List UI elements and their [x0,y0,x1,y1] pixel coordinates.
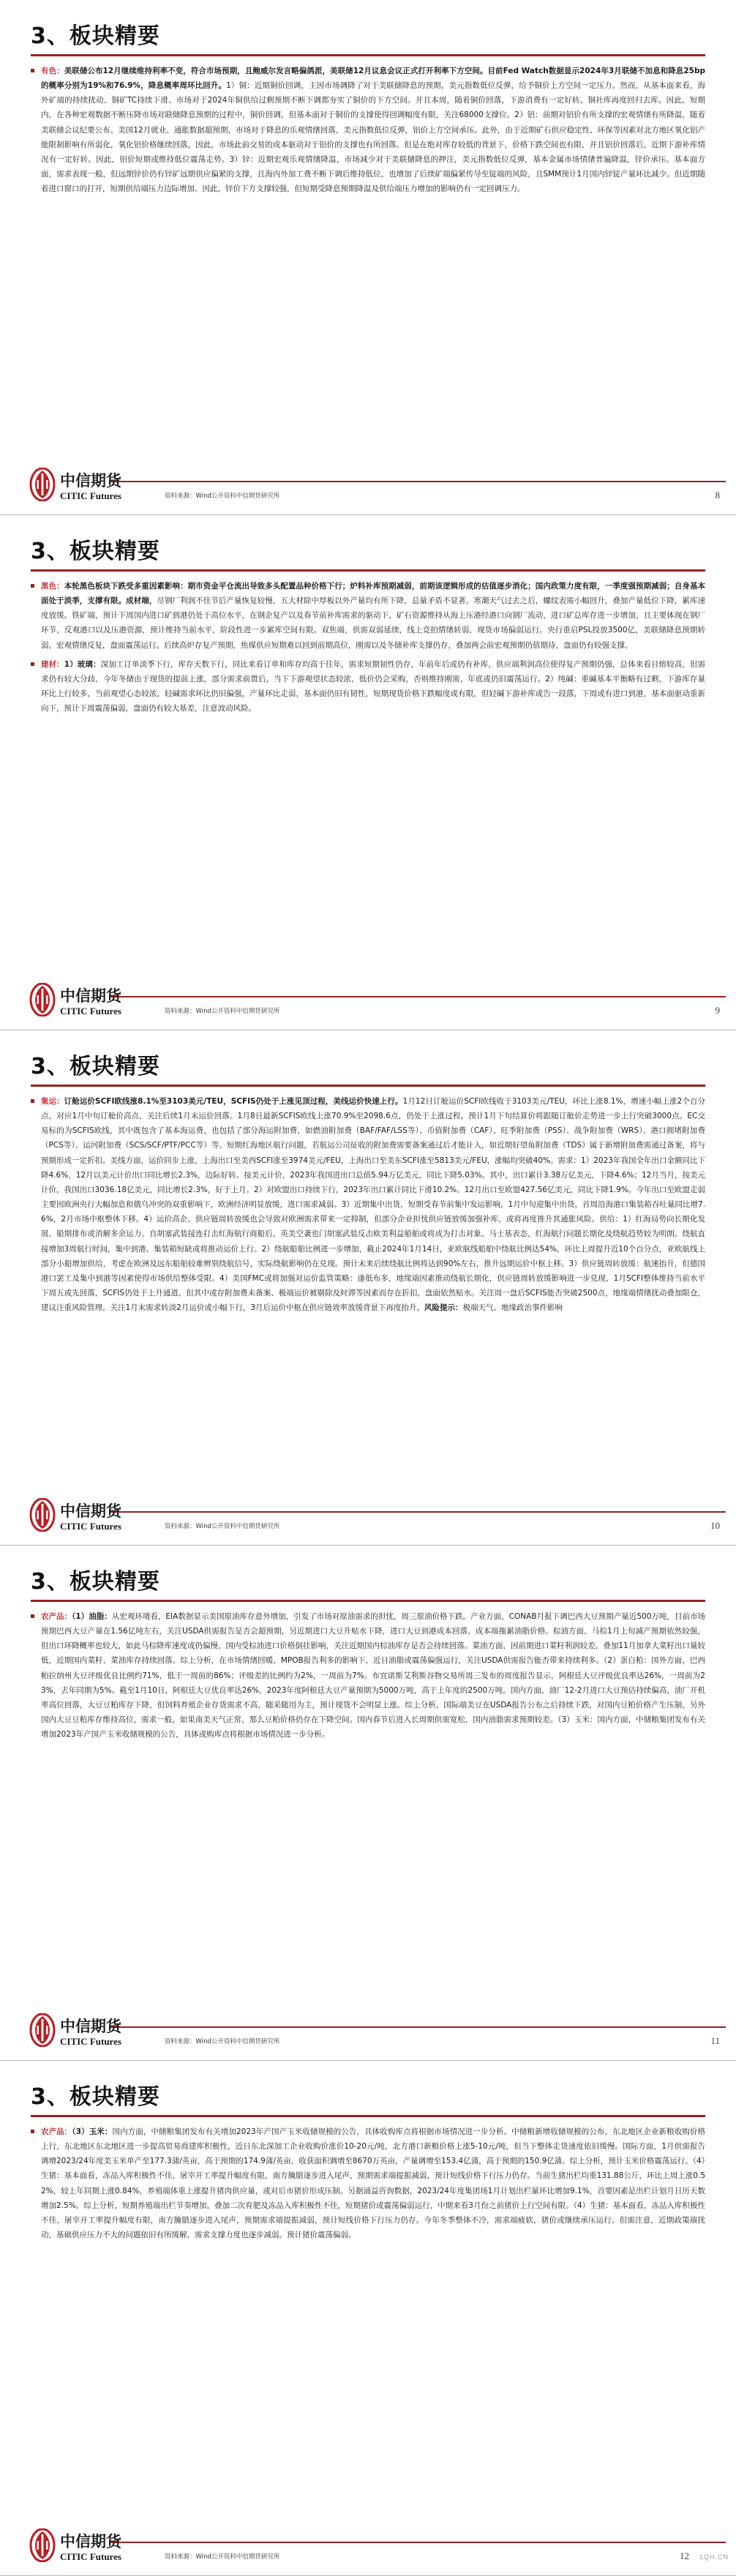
title-divider [31,569,705,572]
brand-name-cn: 中信期货 [60,2018,121,2035]
footer-divider [110,996,726,997]
page-number: 8 [715,490,720,501]
sector-content-shipping [31,1094,705,1315]
citic-logo-icon [29,468,56,501]
source-note: 资料来源：Wind公开资料中信期货研究所 [165,493,280,500]
slide-page-8 [0,0,736,514]
sector-content-nonferrous [31,64,705,196]
page-number: 11 [710,2035,720,2046]
sector-category-label: 有色： [41,67,64,75]
brand-name-en: CITIC Futures [60,2551,121,2562]
citic-logo-icon [29,1498,56,1532]
title-divider [31,1600,705,1602]
bullet-marker [31,1099,34,1103]
source-note: 资料来源：Wind公开资料中信期货研究所 [165,2553,280,2561]
sector-lead-text-shipping: 订舱运价SCFI欧线涨8.1%至3103美元/TEU，SCFIS仍处于上涨见顶过程，美线运价快速上行。 [64,1097,403,1106]
sector-category-label-agri2: 农产品： [41,2127,72,2136]
sector-body-text-agri2: 国内方面，中储粮集团发布有关增加2023年产国产玉米收储规模的公告，具体收购库点将根据市场情况进一步分析。中储粮新增收储规模的公布，东北地区企业新粮收购价格上行，东北地区东北地区进一步提高贸易商建库积极性，近日东北深加工企业收购价涨价10-20元/吨，北方港口新粮价格上涨5-10元/吨，但当下整体走货速度依旧缓慢。国际方面，1月供需报告调增2023/24年度美玉米单产至177.3蒲/英亩，高于预期的174.9蒲/英亩，收获面积调增至8670万英亩，产量调增至153.4亿蒲，高于预期的150.9亿蒲。综上分析，预计玉米价格震荡运行。（4）生猪：基本面看，冻品入库积极性不佳，屠宰开工率提升幅度有限，南方腌腊逐步进入尾声，预期需求端提振减弱，预计短线价格下行压力仍存。当前生猪出栏均重131.88公斤，环比上周上涨0.52%，较上年同期上涨0.84%，养殖端体重上涨提升猪肉供应量，或对后市猪价形成压制。另据涌益咨询数据，2023/24年度集团场1月计划出栏量环比增加9.1%，首要因素是出栏计划月日历天数增加2.5%。综上分析，短期养殖端出栏节奏增加，叠加二次育肥及冻品入库积极性不佳，短期猪价或震荡偏弱运行，中期来看3月份之前猪价上行空间有限。（4）生猪：基本面看，冻品入库积极性不佳，屠宰开工率提升幅度有限，南方腌腊逐步进入尾声，预期需求端提振减弱，预计短线价格下行压力仍存。今年冬季整体不冷，需求端疲软，猪价或继续承压运行。但需注意，近期政策端扰动，基础供应压力不大的问题依旧有所缓解，需求支撑力度也逐步减弱。预计猪价震荡偏弱。 [41,2127,706,2240]
bullet-marker [31,2130,34,2133]
footer-divider [110,2542,726,2543]
footer-divider [110,2026,726,2028]
slide-footer [0,2520,736,2562]
sector-lead-text-building: 1）玻璃： [64,659,101,669]
sector-body-text-building: 深加工订单淡季下行，库存天数下行，同比来看订单和库存均高于往年，需求短期韧性仍存，年前年后或仍有补库，供应端利润高位使得复产预期仍强，总体来看日熔较高，但需求仍有较大分歧，今年冬储由于现货的提前上涨，部分需求前置后，当下下游观望状态较浓，低价仍会采购，否则维持刚需，年底或仍旧震荡运行。2）纯碱：重碱基本平衡略有过剩，下游库存量环比上行较多，当前观望心态较浓，轻碱需求环比仍旧偏强，产量环比走弱，基本面仍旧有韧性，短期现货价格下跌幅度或有限，但轻碱下游补库或告一段落，下周或有进口到港，基本面驱动重新向下，预计下周震荡偏弱，盘面仍有较大基差，注意波动风险。 [41,659,706,714]
sector-lead-text: 美联储公布12月继续维持利率不变，符合市场预期，且鲍威尔发言略偏鸽派，美联储12月议息会议正式打开利率下方空间。目前Fed Watch数据显示2024年3月联储不加息和降息25bp的概率分别为19%和76.9%，降息概率周环比回升。 [41,67,705,91]
sector-category-label-shipping: 集运： [41,1097,64,1106]
slide-footer [0,459,736,501]
brand-name-en: CITIC Futures [60,2036,121,2047]
brand-logo [29,983,121,1016]
sector-body-text-shipping: 1月12日订舱运价SCFI欧线收于3103美元/TEU，环比上涨8.1%，增速小幅上涨2个百分点，对应1月中旬订舱价高点，关注后续1月末运价回落。1月8日最新SCFIS欧线上涨70.9%至2098.6点，仍处于上涨过程，预计1月下旬结算价将跟随订舱价走势进一步上行突破3000点。EC交易标的为SCFIS欧线，其中既包含了基本海运费，也包括了部分海运附加费，如燃油附加费（BAF/FAF/LSS等）、币值附加费（CAF）、旺季附加费（PSS）、战争附加费（WRS）、港口拥堵附加费（PCS等）、运河附加费（SCS/SCF/PTF/PCC等）等。短期红海地区航行问题，若航运公司征收的附加费需要备案通过后才能计入，如近期好望角附加费（TDS）属于新增附加费需通过备案，将与预期形成一定折扣。美线方面，运价同步上涨，上海出口至美西SCFI涨至3974美元/FEU，上海出口至美东SCFI涨至5813美元/FEU，涨幅均突破40%。需求：1）2023年我国全年出口金额同比下降4.6%，12月以美元计价出口同比增长2.3%，边际好转。按美元计价，2023年我国进出口总值5.94万亿美元，同比下降5.03%。其中，出口累计3.38万亿美元，下降4.6%；12月当月，按美元计价，我国出口3036.18亿美元，同比增长2.3%，好于上月。2）对欧盟出口持续下行，2023年出口累计同比下滑10.2%。12月出口至欧盟427.56亿美元，同比下降1.9%。今年出口至欧盟走弱主要因欧洲央行大幅加息和俄乌冲突的双重影响下，欧洲经济明显放缓，进口需求减弱。3）近期集中出货，短期受春节前集中发运影响，1月中旬迎集中出货，首周沿海港口集装箱吞吐量同比增7.6%，2月市场中枢整体下移。4）运价高企、供应链周转放缓也会导致对欧洲需求带来一定抑制，但部分企业担忧供应链放缓加强补库，或将再度推升其通胀风险。供给：1）红海局势向长期化发展，船期排布或消解多余运力。自胡塞武装接连打击红海航行商船后，英美空袭也门胡塞武装反击欧美利益船舶或将成为打击对象、马士基表态，红海航行问题长期化及绕航趋势较为明朗。绕航直接增加3周航行时间，集中到港、集装箱短缺或将推动运价上行。2）绕航船舶比例进一步增加，截止2024年1月14日，亚欧航线船舶中绕航比例达54%，环比上周提升近10个百分点，亚欧航线上部分小船增加供给，考虑在欧洲及远东船舶较难辨别绕航信号，实际绕航影响仍在兑现。预计未来后续绕航比例将达到90%左右，推升远期运价中枢上移。3）供应链周转放缓：航速抬升，但德国港口罢工及集中到港等因素使得市场供给整体受限。4）美国FMC或将加强对运价监管策略：逢低布多，地缘端因素推动绕航长期化，供应链周转放缓影响进一步兑现，1月SCFI整体维持当前水平下周五或先回落，SCFIS仍处于上升通道，但其中或存附加费未备案、极端运价被剔除及时滞等因素而存在折扣，盘面依然贴水。关注周一盘后SCFIS能否突破2500点，地缘端情绪扰动叠加限仓，建议注重风险管理。关注1月末需求转淡2月运价或小幅下行，3月后运价中枢在供应链效率放缓背景下再度抬升。 [41,1097,706,1313]
sector-body-text: 1）铜：近期铜价回调，主因市场调降了对于美联储降息的预期，美元指数低位反弹，给予铜价上方空间一定压力。然而，从基本面来看，海外矿端的持续扰动、铜矿TC持续下滑、市场对于2024年铜供给过剩预期不断下调都夯实了铜价的下方空间。并且本周，随着铜价回落，下游消费有一定好转，铜社库再度回归去库。因此，短期内，在各种宏观数据不断压降市场对联储降息预期的过程中，铜价回调，但基本面对于铜价的支撑使得回调幅度有限，关注68000支撑位。2）铝：前期对铝价有所支撑的宏观情绪有所降温，随着美联储会议纪要公布、美国12月就业、通胀数据超预期，市场对于降息的乐观情绪回落，美元指数低位反弹，铝价上方空间承压。此外，由于近期矿石供应稳定性、环保等因素对北方地区氧化铝产能限制影响有所弱化，氧化铝价格继续回落，因此，市场此前交易的成本驱动对于铝价的支撑也有所回落。但是在绝对库存较低的背景下，价格下跌空间也有限，并且铝价回落后，近期下游补库情况有一定好转。因此，铝价短期或维持低位震荡走势。3）锌：近期宏观乐观情绪降温，市场减少对于美联储降息的押注，美元指数低位反弹，基本金属市场情绪普遍降温，锌价承压。基本面方面，需求表现一般，但远期锌价仍有锌矿远期供应偏紧的支撑，且海内外加工费不断下调后维持低位，也增加了后续矿端偏紧传导至锭端的风险，且SMM预计1月国内锌锭产量环比减少。但近期随着进口窗口的打开，短期供给端压力边际增加。因此，锌价下方支撑较强，但短期受降息预期降温及供给端压力增加的影响仍有一定回调压力。 [41,81,705,194]
title-divider [31,54,705,56]
page-title: 3、板块精要 [31,23,160,49]
brand-name-en: CITIC Futures [60,1521,121,1532]
slide-page-9 [0,515,736,1030]
page-number: 10 [710,1520,720,1531]
brand-name-cn: 中信期货 [60,2533,121,2550]
footer-divider [110,481,726,482]
citic-logo-icon [29,983,56,1016]
bullet-marker [31,69,34,72]
brand-logo [29,2528,121,2562]
page-title: 3、板块精要 [31,1569,160,1595]
sector-category-label-building: 建材： [41,659,64,669]
slide-page-10 [0,1030,736,1545]
sector-content-agriculture-corn [31,2124,705,2242]
bullet-marker [31,584,34,588]
source-note: 资料来源：Wind公开资料中信期货研究所 [165,1008,280,1015]
citic-logo-icon [29,2528,56,2562]
page-title: 3、板块精要 [31,539,160,564]
brand-name-en: CITIC Futures [60,490,121,501]
brand-logo [29,1498,121,1532]
brand-logo [29,2013,121,2047]
sector-body-text-agri: 从宏观环境看，EIA数据显示美国原油库存意外增加，引发了市场对原油需求的担忧，周三原油价格下跌。产业方面，CONAB月报下调巴西大豆预期产量近500万吨，目前市场预期巴西大豆产量在1.56亿吨左右，关注USDA供需报告是否会超预期，另近期进口大豆升贴水下降，进口大豆到港成本回落，成本端拖累油脂价格。棕油方面，马棕1月上旬减产预期依然较强，但出口环降概率也较大，如此马棕降库速度或仍偏慢，国内受棕油进口价格倒挂影响，关注近期国内棕油库存是否会持续回落。菜油方面，因前期进口菜籽利润较差，叠加11月加拿大菜籽出口量较低，近期国内菜籽、菜油库存持续回落。综上分析，在市场情绪回暖、MPOB报告利多的影响下，近日油脂或震荡偏强运行，关注USDA供需报告能否带来持续利多。（2）蛋白粕：国外方面，巴西帕拉纳州大豆评级优良比例约71%，低于一周前的86%；评级差的比例约为2%，一周前为7%。布宜诺斯艾利斯谷物交易所周三发布的周度报告显示，阿根廷大豆评级优良率达26%，一周前为23%，去年同期为5%。截至1月10日，阿根廷大豆优良率达26%，2023年度阿根廷大豆产量预期为5000万吨，高于上年度的2500万吨。国内方面，油厂12-2月进口大豆预估持续偏高，油厂开机率高位回落，大豆豆粕库存下降，但饲料养殖企业存货需求不高，随采随用为主，预计现货不会明显上涨。综上分析，国际端美豆在USDA报告公布之后持续下跌，对国内豆粕价格产生压制，另外国内大豆豆粕库存维持高位，需求一般，如果南美天气正常，那么豆粕价格仍存在下降空间。国内春节后进入长周期供需宽松，国内油脂需求预期较差。（3）玉米：国内方面，中储粮集团发布有关增加2023年产国产玉米收储规模的公告，具体或购库点将根据市场情况进一步分析。 [41,1612,706,1740]
sector-category-label-agri: 农产品： [41,1612,72,1621]
page-title: 3、板块精要 [31,1054,160,1079]
slide-page-11 [0,1546,736,2060]
title-divider [31,1085,705,1087]
bullet-marker [31,662,34,666]
source-note: 资料来源：Wind公开资料中信期货研究所 [165,2038,280,2045]
sector-body-text-black: 尽钢厂利润不佳节后产量恢复较慢，五大材除中厚板以外产量均有所下降，总量矛盾不显著。寒潮天气过去之后，螺纹表需小幅回升，叠加产量低位下降，累库速度放缓。铁矿端，预计下周国内进口矿到港仍处于高位水平，在钢企复产以及春节前补库需求的驱动下，矿石资源维持从海上压港经港口向钢厂流动，进口矿总库存进一步增加，且主要体现在钢厂环节，反观港口以及压港资源，预计维持当前水平，阶段性进一步累库空间有限。双焦端，供需双弱延续，线上竞拍情绪转弱，现货市场偏弱运行。央行重启PSL投放3500亿，美联储降息预期转弱，宏观情绪反复，盘面震荡运行。后续高炉存复产预期，焦煤供应短期难以回到前期高位，刚需以及冬储补库支撑仍存，叠加两会前宏观预期仍值期待，盘面仍有较强支撑。 [41,596,706,650]
risk-warning-text: 极端天气、地缘政治事件影响 [462,1303,563,1313]
page-number: 9 [715,1005,720,1016]
slide-page-12 [0,2061,736,2575]
page-number: 12 [680,2550,689,2561]
brand-name-en: CITIC Futures [60,1006,121,1016]
sector-category-label-black: 黑色： [41,582,64,591]
source-note: 资料来源：Wind公开资料中信期货研究所 [165,1523,280,1530]
page-title: 3、板块精要 [31,2084,160,2110]
brand-name-cn: 中信期货 [60,987,121,1005]
sector-lead-text-black: 本轮黑色板块下跌受多重因素影响：期市资金平仓流出导致多头配置品种价格下行；炉料补库预期减弱，前期该逻辑形成的估值逐步消化；国内政策力度有限，一季度强预期减弱；自身基本面处于淡季，支撑有限。成材端， [41,582,706,606]
slide-footer [0,1489,736,1532]
bullet-marker [31,1614,34,1618]
brand-name-cn: 中信期货 [60,1502,121,1520]
sector-lead-text-agri2: （3）玉米： [72,2127,113,2136]
sector-content-agriculture [31,1609,705,1742]
brand-logo [29,468,121,501]
slide-footer [0,2004,736,2047]
footer-divider [110,1511,726,1513]
citic-logo-icon [29,2013,56,2047]
risk-warning-label: 风险提示： [424,1303,463,1313]
brand-name-cn: 中信期货 [60,472,121,490]
sector-lead-text-agri: （1）油脂： [72,1612,112,1621]
title-divider [31,2115,705,2117]
sector-content-ferrous [31,579,705,716]
watermark-label: 1QH.CN [699,2553,729,2561]
slide-footer [0,974,736,1016]
